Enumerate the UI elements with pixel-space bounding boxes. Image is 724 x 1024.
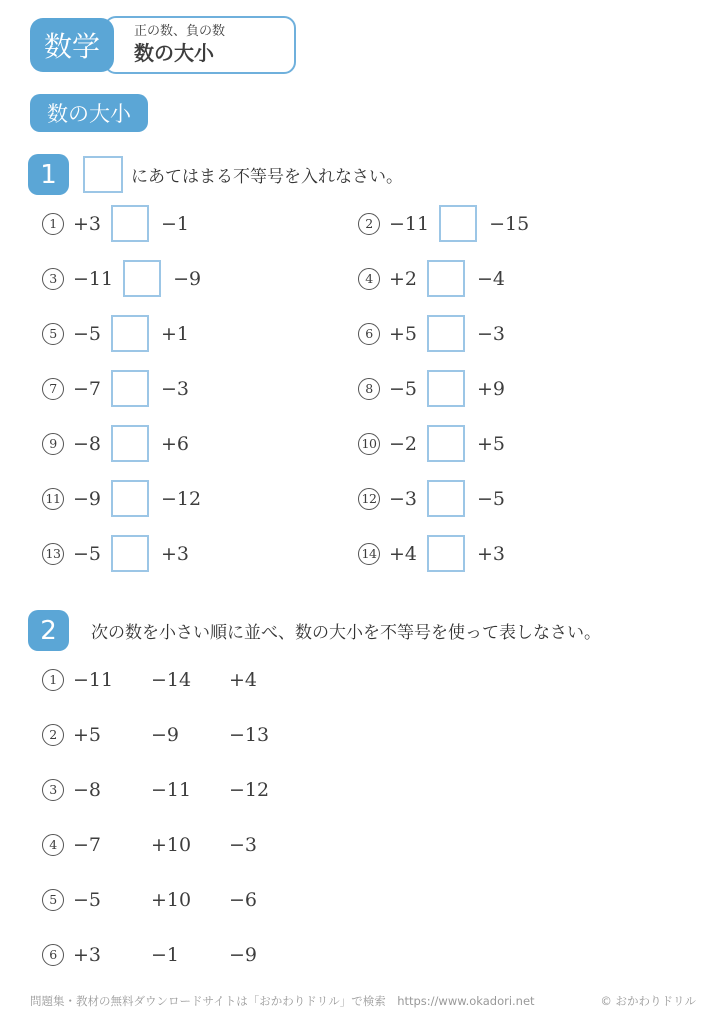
problem-number: 1 [42, 213, 64, 235]
problem-row [42, 480, 358, 517]
value-1: −11 [73, 668, 114, 691]
problem-number: 2 [42, 724, 64, 746]
problem-number: 4 [42, 834, 64, 856]
answer-box[interactable] [111, 205, 149, 242]
value-2: −14 [151, 668, 192, 691]
answer-box[interactable] [427, 425, 465, 462]
value-right: +9 [477, 377, 506, 400]
problem-row [358, 480, 688, 517]
value-right: +6 [161, 432, 190, 455]
subject-badge [30, 18, 114, 72]
value-left: +5 [389, 322, 418, 345]
value-2: +10 [151, 833, 192, 856]
problem-row [42, 315, 358, 352]
problem-row [358, 370, 688, 407]
answer-box[interactable] [427, 370, 465, 407]
value-left: +3 [73, 212, 102, 235]
section1-instruction: にあてはまる不等号を入れなさい。 [131, 167, 403, 187]
problem-number: 5 [42, 323, 64, 345]
value-left: −9 [73, 487, 102, 510]
section1-problems [42, 196, 702, 581]
problem-row [358, 425, 688, 462]
answer-box[interactable] [123, 260, 161, 297]
value-left: −7 [73, 377, 102, 400]
problem-number: 6 [42, 944, 64, 966]
value-right: −15 [489, 212, 530, 235]
problem-number: 7 [42, 378, 64, 400]
value-2: +10 [151, 888, 192, 911]
value-right: +5 [477, 432, 506, 455]
problem-row [42, 927, 307, 982]
value-3: +4 [229, 668, 258, 691]
problem-row [42, 817, 307, 872]
topic-pill [30, 94, 148, 132]
value-right: −1 [161, 212, 190, 235]
section1-header [28, 154, 403, 195]
answer-box[interactable] [111, 425, 149, 462]
problem-row [358, 315, 688, 352]
section2-number-badge [28, 610, 69, 651]
page-footer [30, 993, 696, 1009]
problem-number: 3 [42, 779, 64, 801]
value-left: −5 [73, 542, 102, 565]
value-right: −3 [477, 322, 506, 345]
answer-box[interactable] [427, 260, 465, 297]
answer-box[interactable] [111, 480, 149, 517]
problem-row [42, 205, 358, 242]
problem-row [358, 205, 688, 242]
value-left: +2 [389, 267, 418, 290]
section2-number: 2 [40, 615, 57, 646]
value-1: −7 [73, 833, 102, 856]
value-2: −9 [151, 723, 180, 746]
value-right: −3 [161, 377, 190, 400]
value-right: −9 [173, 267, 202, 290]
value-left: −5 [73, 322, 102, 345]
example-box [83, 156, 123, 193]
value-left: +4 [389, 542, 418, 565]
problem-number: 10 [358, 433, 380, 455]
value-right: −5 [477, 487, 506, 510]
value-left: −11 [73, 267, 114, 290]
section2-header [28, 610, 601, 651]
answer-box[interactable] [427, 535, 465, 572]
value-right: +1 [161, 322, 190, 345]
problem-row [42, 370, 358, 407]
problem-number: 1 [42, 669, 64, 691]
value-right: +3 [477, 542, 506, 565]
answer-box[interactable] [427, 480, 465, 517]
value-3: −13 [229, 723, 270, 746]
problem-number: 9 [42, 433, 64, 455]
problem-number: 14 [358, 543, 380, 565]
answer-box[interactable] [427, 315, 465, 352]
section1-number: 1 [40, 159, 57, 190]
value-1: +5 [73, 723, 102, 746]
problem-number: 6 [358, 323, 380, 345]
value-right: −4 [477, 267, 506, 290]
problem-number: 5 [42, 889, 64, 911]
value-left: −3 [389, 487, 418, 510]
problem-number: 4 [358, 268, 380, 290]
answer-box[interactable] [439, 205, 477, 242]
value-left: −2 [389, 432, 418, 455]
value-3: −6 [229, 888, 258, 911]
value-2: −11 [151, 778, 192, 801]
value-right: −12 [161, 487, 202, 510]
section1-number-badge [28, 154, 69, 195]
problem-number: 11 [42, 488, 64, 510]
problem-row [42, 762, 307, 817]
problem-row [42, 707, 307, 762]
problem-row [42, 535, 358, 572]
value-1: −8 [73, 778, 102, 801]
value-3: −9 [229, 943, 258, 966]
value-left: −5 [389, 377, 418, 400]
topic-pill-label: 数の大小 [47, 102, 131, 126]
problem-number: 2 [358, 213, 380, 235]
problem-row [358, 260, 688, 297]
value-right: +3 [161, 542, 190, 565]
value-left: −8 [73, 432, 102, 455]
footer-site-info: 問題集・教材の無料ダウンロードサイトは「おかわりドリル」で検索 https://www.okadori.net [30, 994, 535, 1008]
problem-row [42, 652, 307, 707]
value-3: −3 [229, 833, 258, 856]
value-1: −5 [73, 888, 102, 911]
answer-box[interactable] [111, 315, 149, 352]
problem-row [42, 872, 307, 927]
section2-problems [42, 652, 307, 982]
problem-row [358, 535, 688, 572]
unit-box [104, 16, 296, 74]
unit-label: 正の数、負の数 [134, 24, 226, 40]
answer-box[interactable] [111, 370, 149, 407]
problem-number: 12 [358, 488, 380, 510]
problem-row [42, 260, 358, 297]
unit-topic-label: 数の大小 [134, 40, 214, 65]
problem-row [42, 425, 358, 462]
problem-number: 8 [358, 378, 380, 400]
value-1: +3 [73, 943, 102, 966]
value-2: −1 [151, 943, 180, 966]
problem-number: 13 [42, 543, 64, 565]
problem-number: 3 [42, 268, 64, 290]
footer-copyright: © おかわりドリル [600, 994, 696, 1008]
subject-label: 数学 [43, 30, 100, 63]
value-3: −12 [229, 778, 270, 801]
value-left: −11 [389, 212, 430, 235]
section2-instruction: 次の数を小さい順に並べ、数の大小を不等号を使って表しなさい。 [91, 623, 601, 643]
answer-box[interactable] [111, 535, 149, 572]
